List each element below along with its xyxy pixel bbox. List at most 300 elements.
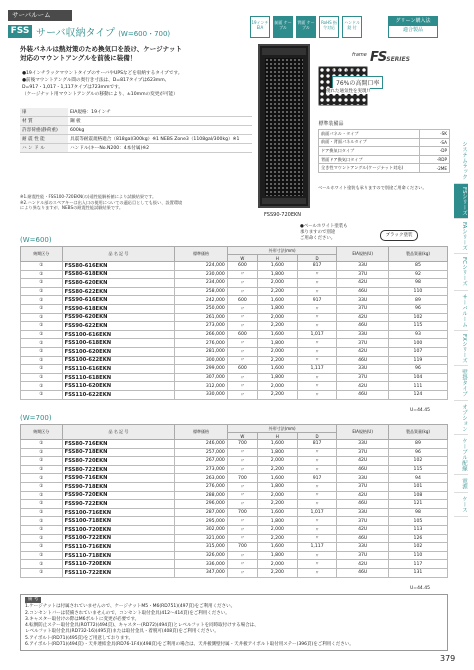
cell-h: 1,800 (257, 448, 297, 457)
cell-d: 1,117 (297, 365, 337, 374)
cell-n: ① (21, 482, 63, 491)
cell-d: 〃 (297, 382, 337, 391)
cell-u: 33U (337, 474, 388, 483)
cell-name: FSS110-618EKN (62, 373, 175, 382)
table-row (21, 390, 448, 399)
cell-w: 600 (227, 330, 257, 339)
table-row (21, 313, 448, 322)
cell-n: ① (21, 448, 63, 457)
remark-line: 4.転倒防止ステー取付金具(ROT72)(494頁)、キャスター(RD72)(494頁)とレベルフットを同時取付けする場合は、 (25, 623, 259, 629)
remark-line: 2.コンセントバーは装備されていませんので、コンセント取付金具(412〜414頁)をご利用ください。 (25, 610, 230, 616)
section-label-w700: (W=700) (20, 414, 52, 422)
cell-h: 1,800 (257, 339, 297, 348)
cell-price: 230,000 (175, 270, 228, 279)
cell-kg: 85 (388, 262, 447, 271)
list-item: 背面ドア換気口タイプ -RDP (319, 155, 450, 164)
feature-bullets: ●19インチラックマウントタイプのサーバやUPSなどを収納するタイプです。 ●前後マウントアングル間の奥行き寸法は、D=817タイプは623mm、 D=917・1,017・1,117タイプは723mmです。 （ケージナット用マウントアングルの移動により、±10mmの変更が可能） (22, 71, 183, 97)
cell-h: 1,800 (257, 517, 297, 526)
table-row (21, 551, 448, 560)
cell-w: 〃 (227, 356, 257, 365)
color-note: ●ベールホワイト塗装も 承りますので別途 ご用命ください。 (300, 224, 348, 241)
remark-line: 6.アイボルト(RD71)(494頁)・天井連結金具(RD76-1F4)(498頁)をご利用の場合は、天井板側壁付属・天井板アイボルト取付用ステー(396頁)をご利用ください。 (25, 642, 354, 648)
cell-n: ① (21, 330, 63, 339)
rohs-icon: RoHS 指令対応 (319, 16, 339, 38)
cell-u: 37U (337, 373, 388, 382)
list-item: 前面・背面パネルタイプ -SA (319, 138, 450, 147)
cell-u: 46U (337, 356, 388, 365)
cell-kg: 93 (388, 330, 447, 339)
cell-d: 817 (297, 262, 337, 271)
cell-u: 37U (337, 448, 388, 457)
cell-h: 2,200 (257, 568, 297, 577)
spec-row: 扉 EIA規格：19インチ (20, 108, 252, 117)
cell-w: 〃 (227, 482, 257, 491)
cell-price: 281,000 (175, 347, 228, 356)
cell-d: 917 (297, 474, 337, 483)
cell-name: FSS100-722EKN (62, 534, 175, 543)
cell-name: FSS110-622EKN (62, 390, 175, 399)
cell-name: FSS80-622EKN (62, 287, 175, 296)
cell-name: FSS100-720EKN (62, 525, 175, 534)
cell-name: FSS100-618EKN (62, 339, 175, 348)
cell-d: 〃 (297, 347, 337, 356)
cell-n: ① (21, 440, 63, 449)
cell-w: 〃 (227, 500, 257, 509)
cell-d: 817 (297, 440, 337, 449)
cell-price: 302,000 (175, 525, 228, 534)
frame-label: frame (352, 52, 367, 58)
cell-price: 266,000 (175, 330, 228, 339)
cell-h: 1,800 (257, 304, 297, 313)
cell-name: FSS110-616EKN (62, 365, 175, 374)
cell-name: FSS80-716EKN (62, 440, 175, 449)
table-row (21, 296, 448, 305)
cell-n: ① (21, 568, 63, 577)
cell-price: 224,000 (175, 262, 228, 271)
cell-kg: 98 (388, 508, 447, 517)
side-index-tabs (454, 138, 468, 517)
cell-w: 700 (227, 474, 257, 483)
cell-kg: 110 (388, 287, 447, 296)
cell-name: FSS80-620EKN (62, 279, 175, 288)
section-label-w600: (W=600) (20, 236, 52, 244)
cell-name: FSS110-720EKN (62, 560, 175, 569)
cell-w: 700 (227, 440, 257, 449)
side-tab-active[interactable]: FSシリーズ (454, 184, 468, 220)
cell-d: 〃 (297, 568, 337, 577)
table-row (21, 322, 448, 331)
spec-row: ハ ン ド ル ハンドル(キーNo.N200：4本付属)※2 (20, 144, 252, 153)
table-row (21, 279, 448, 288)
cell-u: 42U (337, 491, 388, 500)
cell-u: 46U (337, 534, 388, 543)
cell-name: FSS110-716EKN (62, 543, 175, 552)
cell-d: 〃 (297, 304, 337, 313)
spec-row: 許容荷重(静荷重) 600kg (20, 126, 252, 135)
cell-name: FSS110-620EKN (62, 382, 175, 391)
cell-w: 〃 (227, 525, 257, 534)
side-tab[interactable]: ケーブル配線 (454, 435, 468, 475)
cell-kg: 131 (388, 568, 447, 577)
remark-line: 5.アイボルト(RD71)(495頁)をご用意しております。 (25, 635, 133, 641)
cell-d: 〃 (297, 287, 337, 296)
cell-u: 46U (337, 287, 388, 296)
cell-name: FSS90-620EKN (62, 313, 175, 322)
table-row (21, 365, 448, 374)
cell-h: 2,200 (257, 356, 297, 365)
cell-name: FSS90-720EKN (62, 491, 175, 500)
cell-d: 1,017 (297, 330, 337, 339)
cell-price: 273,000 (175, 465, 228, 474)
cell-n: ① (21, 287, 63, 296)
cell-name: FSS100-620EKN (62, 347, 175, 356)
cell-price: 296,000 (175, 500, 228, 509)
cell-u: 33U (337, 262, 388, 271)
cell-u: 42U (337, 560, 388, 569)
standard-parts-note: ベールホワイト塗装も承りますので別途ご用命ください。 (318, 185, 427, 190)
cell-name: FSS100-622EKN (62, 356, 175, 365)
table-row (21, 270, 448, 279)
cell-kg: 115 (388, 465, 447, 474)
cell-u: 37U (337, 482, 388, 491)
cell-h: 2,000 (257, 525, 297, 534)
cell-u: 37U (337, 517, 388, 526)
cell-u: 46U (337, 568, 388, 577)
cell-d: 〃 (297, 534, 337, 543)
cell-n: ① (21, 508, 63, 517)
rear-cable-icon: 背面 ケーブル (296, 16, 316, 38)
cell-kg: 105 (388, 517, 447, 526)
side-tab[interactable]: FAシリーズ (454, 219, 468, 254)
cell-d: 〃 (297, 356, 337, 365)
cell-kg: 98 (388, 279, 447, 288)
cell-h: 1,800 (257, 270, 297, 279)
cell-d: 〃 (297, 560, 337, 569)
product-table-w600: 納期区分 品 名 記 号 標準価格 外形寸法(mm) EIA規格(U) 製品質量(kg) W H D ① FSS80-616EKN 224,000 600 1,600 817 33U 85 ① FSS80-618EKN 230,000 〃 1,800 〃 37U 92 ① FSS80-620EKN 234,000 〃 2,000 〃 42U 98 ① FSS80-622EKN 258,000 〃 2,200 〃 46U 110 ① FSS90-616EKN 242,000 600 1,600 917 33U 89 ① FSS90-618EKN 250,000 〃 1,800 〃 37U 96 ① FSS90-620EKN 261,000 〃 2,000 〃 42U 102 ① FSS90-622EKN 273,000 〃 2,200 〃 46U 115 ① FSS100-616EKN 266,000 600 1,600 1,017 33U 93 ① FSS100-618EKN 276,000 〃 1,800 〃 37U 100 ① FSS100-620EKN 281,000 〃 2,000 〃 42U 107 ① FSS100-622EKN 300,000 〃 2,200 〃 46U 119 ① FSS110-616EKN 299,000 600 1,600 1,117 33U 96 ① FSS110-618EKN 307,000 〃 1,800 〃 37U 104 ① FSS110-620EKN 312,000 〃 2,000 〃 42U 111 ① FSS110-622EKN 330,000 〃 2,200 〃 46U 124 (20, 246, 448, 400)
cell-price: 326,000 (175, 551, 228, 560)
cell-n: ① (21, 534, 63, 543)
cell-price: 312,000 (175, 382, 228, 391)
remarks-title: 備 考 (25, 597, 41, 603)
cell-d: 〃 (297, 322, 337, 331)
cell-n: ① (21, 347, 63, 356)
cell-h: 1,800 (257, 373, 297, 382)
cell-w: 〃 (227, 390, 257, 399)
table-row (21, 474, 448, 483)
cell-d: 1,117 (297, 543, 337, 552)
cell-w: 〃 (227, 287, 257, 296)
cell-price: 288,000 (175, 491, 228, 500)
cell-d: 〃 (297, 482, 337, 491)
cell-name: FSS80-616EKN (62, 262, 175, 271)
table-row (21, 304, 448, 313)
side-tab[interactable]: オプション (454, 401, 468, 436)
page-title: サーバ収納タイプ (W=600・700) (36, 28, 171, 39)
cell-price: 295,000 (175, 517, 228, 526)
table-row (21, 356, 448, 365)
cell-d: 〃 (297, 270, 337, 279)
cell-n: ① (21, 500, 63, 509)
cell-name: FSS90-616EKN (62, 296, 175, 305)
cell-kg: 115 (388, 322, 447, 331)
cell-h: 1,600 (257, 474, 297, 483)
cell-u: 37U (337, 270, 388, 279)
cell-w: 600 (227, 296, 257, 305)
table-row (21, 262, 448, 271)
cell-h: 1,600 (257, 296, 297, 305)
cell-h: 2,200 (257, 500, 297, 509)
cell-d: 〃 (297, 339, 337, 348)
cell-h: 2,000 (257, 279, 297, 288)
table-row (21, 534, 448, 543)
cell-d: 〃 (297, 448, 337, 457)
cell-n: ① (21, 356, 63, 365)
cell-name: FSS80-720EKN (62, 457, 175, 466)
product-table-w700: 納期区分 品 名 記 号 標準価格 外形寸法(mm) EIA規格(U) 製品質量(kg) W H D ① FSS80-716EKN 246,000 700 1,600 817 33U 89 ① FSS80-718EKN 257,000 〃 1,800 〃 37U 96 ① FSS80-720EKN 267,000 〃 2,000 〃 42U 102 ① FSS80-722EKN 273,000 〃 2,200 〃 46U 115 ① FSS90-716EKN 263,000 700 1,600 917 33U 94 ① FSS90-718EKN 276,000 〃 1,800 〃 37U 101 ① FSS90-720EKN 288,000 〃 2,000 〃 42U 108 ① FSS90-722EKN 296,000 〃 2,200 〃 46U 121 ① FSS100-716EKN 287,000 700 1,600 1,017 33U 98 ① FSS100-718EKN 295,000 〃 1,800 〃 37U 105 ① FSS100-720EKN 302,000 〃 2,000 〃 42U 113 ① FSS100-722EKN 321,000 〃 2,200 〃 46U 126 ① FSS110-716EKN 315,000 700 1,600 1,117 33U 102 ① FSS110-718EKN 326,000 〃 1,800 〃 37U 110 ① FSS110-720EKN 336,000 〃 2,000 〃 42U 117 ① FSS110-722EKN 347,000 〃 2,200 〃 46U 131 (20, 424, 448, 578)
cell-u: 33U (337, 296, 388, 305)
cell-price: 242,000 (175, 296, 228, 305)
fs-series-logo: FSSERIES (370, 50, 410, 65)
cell-n: ① (21, 296, 63, 305)
cell-n: ① (21, 365, 63, 374)
cell-name: FSS90-622EKN (62, 322, 175, 331)
cell-price: 315,000 (175, 543, 228, 552)
cell-w: 〃 (227, 568, 257, 577)
cell-n: ① (21, 339, 63, 348)
cell-u: 42U (337, 525, 388, 534)
cell-w: 〃 (227, 279, 257, 288)
spec-notes: ※1.耐震性能・FSS100-720EKN(の)遠性能解析値により試験結果です。 ※2.ハンドル部のスペアキーは出入口の使用についての適応目としても扱い、設置環境 により異なりますが、NEBSの耐震性能試験結果です。 (20, 194, 183, 210)
cell-price: 258,000 (175, 287, 228, 296)
cell-h: 1,800 (257, 551, 297, 560)
intro-headline: 外装パネルは熱対策のため換気口を設け、ケージナット 対応のマウントアングルを前後に装備！ (20, 45, 182, 62)
cell-u: 46U (337, 322, 388, 331)
cell-d: 〃 (297, 313, 337, 322)
cell-d: 〃 (297, 491, 337, 500)
cell-u: 42U (337, 313, 388, 322)
cell-h: 2,000 (257, 313, 297, 322)
cell-n: ① (21, 543, 63, 552)
cell-kg: 108 (388, 491, 447, 500)
cell-w: 〃 (227, 270, 257, 279)
side-tab[interactable]: ケース (454, 493, 468, 517)
cell-price: 299,000 (175, 365, 228, 374)
cell-kg: 89 (388, 440, 447, 449)
cell-u: 37U (337, 304, 388, 313)
cell-d: 〃 (297, 457, 337, 466)
cell-price: 330,000 (175, 390, 228, 399)
cell-w: 〃 (227, 457, 257, 466)
cell-h: 2,200 (257, 465, 297, 474)
cell-price: 300,000 (175, 356, 228, 365)
remarks-box (20, 594, 448, 651)
cell-name: FSS80-618EKN (62, 270, 175, 279)
mesh-caption: 優れた通気性を実現!! (326, 89, 371, 94)
cell-w: 〃 (227, 448, 257, 457)
cell-n: ① (21, 279, 63, 288)
cell-d: 〃 (297, 551, 337, 560)
cell-w: 〃 (227, 560, 257, 569)
cell-kg: 89 (388, 296, 447, 305)
cell-w: 〃 (227, 304, 257, 313)
cell-w: 〃 (227, 322, 257, 331)
cell-u: 42U (337, 382, 388, 391)
cell-price: 263,000 (175, 474, 228, 483)
list-item: ドア換気口タイプ -DP (319, 147, 450, 156)
cell-name: FSS90-716EKN (62, 474, 175, 483)
page-number: 379 (440, 654, 456, 663)
spec-row: 材 質 鋼 板 (20, 117, 252, 126)
cell-h: 2,000 (257, 347, 297, 356)
cell-w: 〃 (227, 534, 257, 543)
cell-kg: 101 (388, 482, 447, 491)
standard-parts-table (318, 120, 450, 173)
cell-kg: 121 (388, 500, 447, 509)
u-note-w700: U=44.45 (410, 586, 430, 591)
cell-price: 234,000 (175, 279, 228, 288)
remark-line: 1.ケージナットは付属されていませんので、ケージナットM5・M6(RD751)(497頁)をご利用ください。 (25, 604, 236, 610)
cell-w: 〃 (227, 347, 257, 356)
cell-h: 2,000 (257, 382, 297, 391)
cell-kg: 100 (388, 339, 447, 348)
cell-h: 1,600 (257, 508, 297, 517)
cell-u: 33U (337, 508, 388, 517)
cell-kg: 124 (388, 390, 447, 399)
standard-parts-title: 標準装備品 (318, 121, 344, 127)
side-tab[interactable]: システムラック (454, 138, 468, 184)
table-row (21, 560, 448, 569)
cell-kg: 104 (388, 373, 447, 382)
table-row (21, 440, 448, 449)
cell-u: 37U (337, 551, 388, 560)
cell-w: 700 (227, 508, 257, 517)
cell-u: 46U (337, 390, 388, 399)
cell-n: ① (21, 465, 63, 474)
cell-kg: 94 (388, 474, 447, 483)
cell-h: 2,000 (257, 457, 297, 466)
cell-n: ① (21, 322, 63, 331)
cell-price: 336,000 (175, 560, 228, 569)
cell-h: 1,800 (257, 482, 297, 491)
cell-n: ① (21, 262, 63, 271)
side-tab[interactable]: 壁掛タイプ (454, 366, 468, 401)
cell-u: 46U (337, 500, 388, 509)
cell-price: 321,000 (175, 534, 228, 543)
cell-name: FSS80-718EKN (62, 448, 175, 457)
cell-w: 〃 (227, 313, 257, 322)
remark-line: 3.キャスター取付けの際はM6ボルトに変更が必要です。 (25, 616, 140, 622)
eia-icon: 19インチ EIA (250, 16, 270, 38)
spec-table (20, 108, 252, 153)
cell-n: ① (21, 304, 63, 313)
side-tab[interactable]: 電源 (454, 475, 468, 493)
cell-h: 1,600 (257, 330, 297, 339)
cell-kg: 126 (388, 534, 447, 543)
cell-u: 37U (337, 339, 388, 348)
cell-name: FSS90-718EKN (62, 482, 175, 491)
cell-d: 〃 (297, 465, 337, 474)
green-purchase-badge: グリーン購入法 適合製品 (388, 16, 438, 38)
cell-kg: 117 (388, 560, 447, 569)
table-row (21, 330, 448, 339)
table-row (21, 347, 448, 356)
cell-u: 42U (337, 347, 388, 356)
cell-name: FSS110-722EKN (62, 568, 175, 577)
cell-h: 1,600 (257, 543, 297, 552)
cell-n: ① (21, 525, 63, 534)
cell-kg: 102 (388, 313, 447, 322)
cell-n: ① (21, 373, 63, 382)
side-tab[interactable]: FCシリーズ (454, 254, 468, 290)
cell-h: 1,600 (257, 262, 297, 271)
cell-d: 917 (297, 296, 337, 305)
cell-d: 1,017 (297, 508, 337, 517)
cell-kg: 102 (388, 457, 447, 466)
rack-caption: FSS90-720EKN (264, 212, 302, 218)
cell-h: 1,600 (257, 365, 297, 374)
table-row (21, 287, 448, 296)
cell-w: 〃 (227, 339, 257, 348)
cell-price: 273,000 (175, 322, 228, 331)
cell-name: FSS100-616EKN (62, 330, 175, 339)
cell-w: 〃 (227, 465, 257, 474)
cell-price: 276,000 (175, 482, 228, 491)
cell-h: 2,000 (257, 491, 297, 500)
handle-lock-icon: ハンドル 錠 付 (342, 16, 362, 38)
cell-price: 267,000 (175, 457, 228, 466)
feature-icons (250, 16, 362, 38)
table-row (21, 491, 448, 500)
side-tab[interactable]: FXシリーズ (454, 331, 468, 367)
cell-price: 257,000 (175, 448, 228, 457)
cell-name: FSS100-718EKN (62, 517, 175, 526)
cell-d: 〃 (297, 525, 337, 534)
cell-h: 2,200 (257, 287, 297, 296)
cell-w: 〃 (227, 382, 257, 391)
u-note-w600: U=44.45 (410, 408, 430, 413)
cell-u: 33U (337, 330, 388, 339)
table-row (21, 482, 448, 491)
cell-price: 287,000 (175, 508, 228, 517)
cell-price: 246,000 (175, 440, 228, 449)
side-tab[interactable]: サーバルーム (454, 291, 468, 331)
cell-h: 2,000 (257, 560, 297, 569)
cell-price: 261,000 (175, 313, 228, 322)
cell-n: ① (21, 457, 63, 466)
cell-u: 33U (337, 440, 388, 449)
cell-h: 2,200 (257, 322, 297, 331)
cell-kg: 96 (388, 304, 447, 313)
section-tag: サーバルーム (8, 10, 72, 21)
cell-name: FSS80-722EKN (62, 465, 175, 474)
cell-kg: 102 (388, 543, 447, 552)
cell-h: 2,200 (257, 534, 297, 543)
table-row (21, 382, 448, 391)
table-row (21, 508, 448, 517)
spec-row: 耐 震 性 能 具震等耐震規格適合（818gal/300kg）※1 NEBS Zone3（1108gal/300kg）※1 (20, 135, 252, 144)
cell-w: 〃 (227, 491, 257, 500)
cell-kg: 107 (388, 347, 447, 356)
table-row (21, 457, 448, 466)
cell-w: 〃 (227, 517, 257, 526)
cell-h: 2,200 (257, 390, 297, 399)
mesh-door (265, 58, 303, 196)
list-item: 全き性マウントアングル(ケージナット対応) -2ME (319, 164, 450, 173)
table-row (21, 500, 448, 509)
cell-d: 〃 (297, 279, 337, 288)
opening-rate-label: 76%の高開口率 (332, 76, 383, 89)
cell-h: 1,600 (257, 440, 297, 449)
